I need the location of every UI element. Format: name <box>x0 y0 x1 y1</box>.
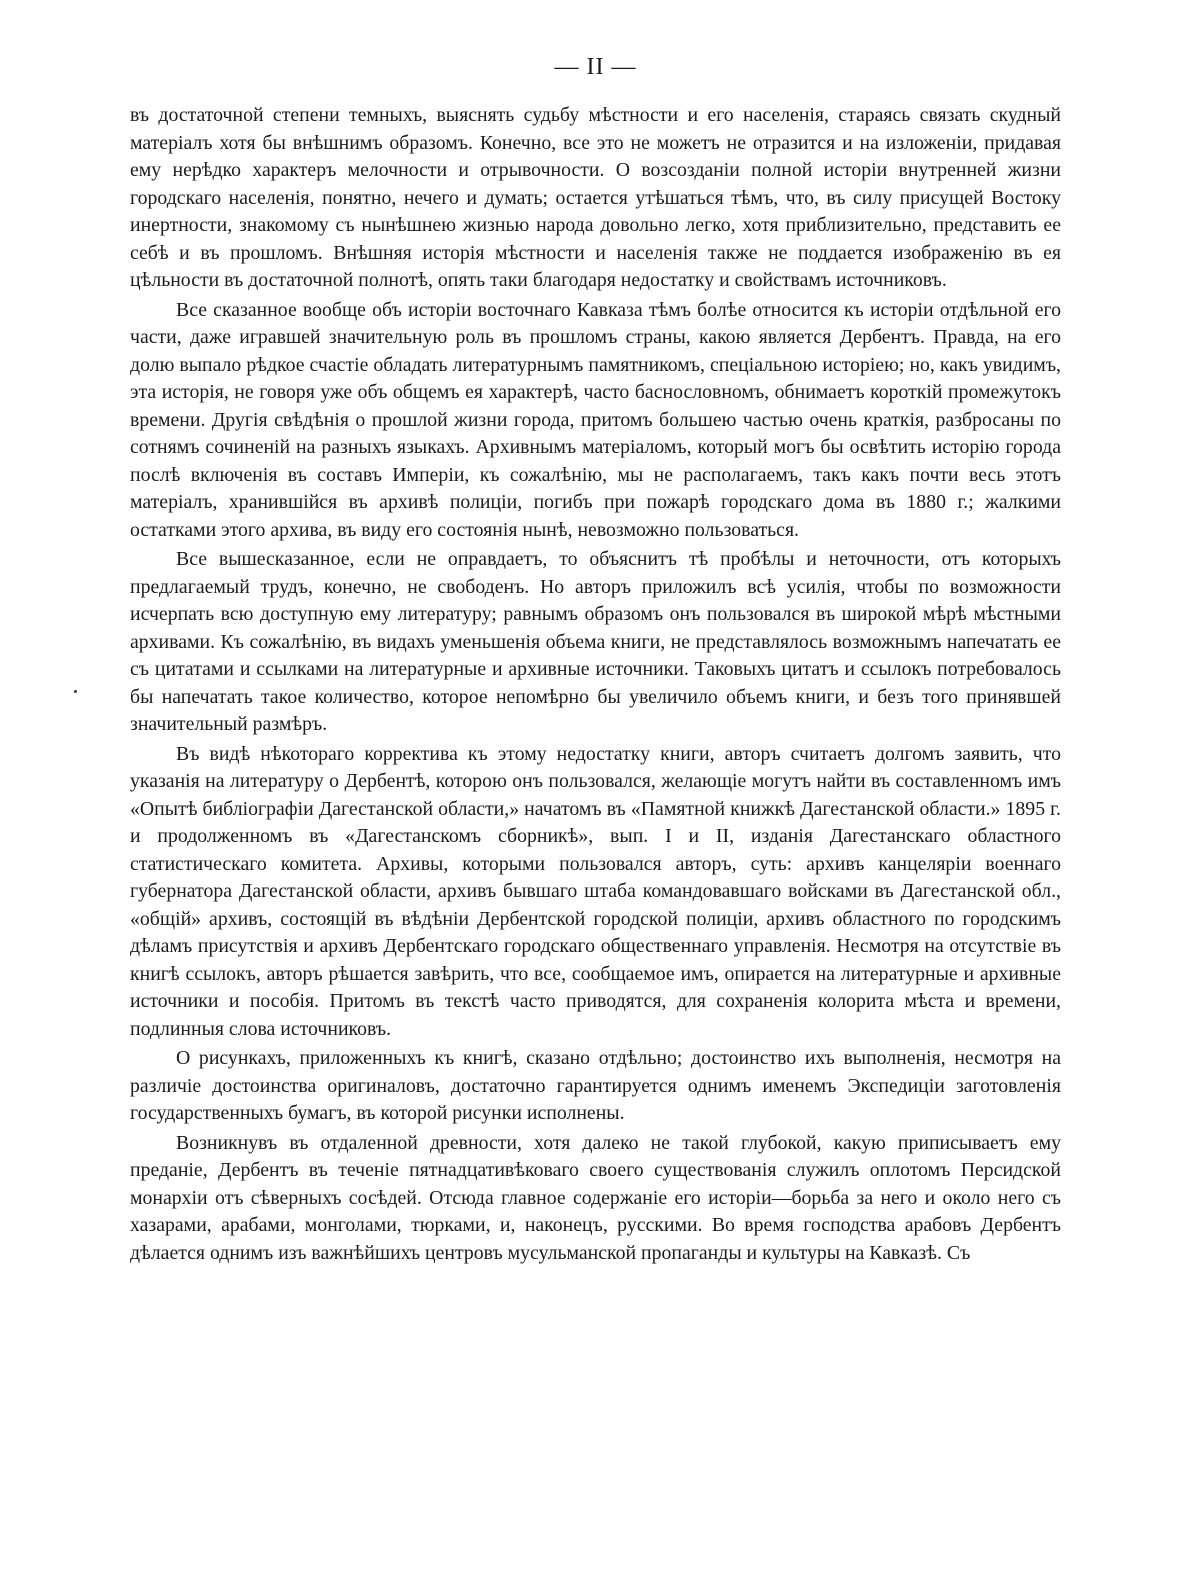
paragraph-4: Въ видѣ нѣкотораго корректива къ этому недостатку книги, авторъ считаетъ долгомъ заявить, что указанія на литературу о Дербентѣ, которою онъ пользовался, желающіе могутъ найти въ составленномъ имъ «Опытѣ библіографіи Дагестанской области,» начатомъ въ «Памятной книжкѣ Дагестанской области.» 1895 г. и продолженномъ въ «Дагестанскомъ сборникѣ», вып. I и II, изданія Дагестанскаго областного статистическаго комитета. Архивы, которыми пользовался авторъ, суть: архивъ канцеляріи военнаго губернатора Дагестанской области, архивъ бывшаго штаба командовавшаго войсками въ Дагестанской обл., «общій» архивъ, состоящій въ вѣдѣніи Дербентской городской полиціи, архивъ областного по городскимъ дѣламъ присутствія и архивъ Дербентскаго городскаго общественнаго управленія. Несмотря на отсутствіе въ книгѣ ссылокъ, авторъ рѣшается завѣрить, что все, сообщаемое имъ, опирается на литературные и архивные источники и пособія. Притомъ въ текстѣ часто приводятся, для сохраненія колорита мѣста и времени, подлинныя слова источниковъ. <box>130 742 1061 1040</box>
paragraph-5: О рисункахъ, приложенныхъ къ книгѣ, сказано отдѣльно; достоинство ихъ выполненія, несмотря на различіе достоинства оригиналовъ, достаточно гарантируется однимъ именемъ Экспедиціи заготовленія государственныхъ бумагъ, въ которой рисунки исполнены. <box>130 1047 1061 1124</box>
margin-dot-mark <box>74 690 77 693</box>
paragraph-2: Все сказанное вообще объ исторіи восточнаго Кавказа тѣмъ болѣе относится къ исторіи отдѣльной его части, даже игравшей значительную роль въ прошломъ страны, какою является Дербентъ. Правда, на его долю выпало рѣдкое счастіе обладать литературнымъ памятникомъ, спеціальною исторіею; но, какъ увидимъ, эта исторія, не говоря уже объ общемъ ея характерѣ, часто баснословномъ, обнимаетъ короткій промежутокъ времени. Другія свѣдѣнія о прошлой жизни города, притомъ большею частью очень краткія, разбросаны по сотнямъ сочиненій на разныхъ языкахъ. Архивнымъ матеріаломъ, который могъ бы освѣтить исторію города послѣ включенія въ составъ Имперіи, къ сожалѣнію, мы не располагаемъ, такъ какъ почти весь этотъ матеріалъ, хранившійся въ архивѣ полиціи, погибъ при пожарѣ городскаго дома въ 1880 г.; жалкими остатками этого архива, въ виду его состоянія нынѣ, невозможно пользоваться. <box>130 298 1061 541</box>
paragraph-3: Все вышесказанное, если не оправдаетъ, то объяснитъ тѣ пробѣлы и неточности, отъ которыхъ предлагаемый трудъ, конечно, не свободенъ. Но авторъ приложилъ всѣ усилія, чтобы по возможности исчерпать всю доступную ему литературу; равнымъ образомъ онъ пользовался въ широкой мѣрѣ мѣстными архивами. Къ сожалѣнію, въ видахъ уменьшенія объема книги, не представлялось возможнымъ напечатать ее съ цитатами и ссылками на литературные и архивные источники. Таковыхъ цитатъ и ссылокъ потребовалось бы напечатать такое количество, которое непомѣрно бы увеличило объемъ книги, и безъ того принявшей значительный размѣръ. <box>130 548 1061 735</box>
paragraph-6: Возникнувъ въ отдаленной древности, хотя далеко не такой глубокой, какую приписываетъ ему преданіе, Дербентъ въ теченіе пятнадцативѣковаго своего существованія служилъ оплотомъ Персидской монархіи отъ сѣверныхъ сосѣдей. Отсюда главное содержаніе его исторіи—борьба за него и около него съ хазарами, арабами, монголами, тюрками, и, наконецъ, русскими. Во время господства арабовъ Дербентъ дѣлается однимъ изъ важнѣйшихъ центровъ мусульманской пропаганды и культуры на Кавказѣ. Съ <box>130 1131 1061 1264</box>
paragraph-1: въ достаточной степени темныхъ, выяснять судьбу мѣстности и его населенія, стараясь связать скудный матеріалъ хотя бы внѣшнимъ образомъ. Конечно, все это не можетъ не отразится и на изложеніи, придавая ему нерѣдко характеръ мелочности и отрывочности. О возсозданіи полной исторіи внутренней жизни городскаго населенія, понятно, нечего и думать; остается утѣшаться тѣмъ, что, въ силу присущей Востоку инертности, знакомому съ нынѣшнею жизнью народа довольно легко, хотя приблизительно, представить ее себѣ и въ прошломъ. Внѣшняя исторія мѣстности и населенія также не поддается изображенію въ ея цѣльности въ достаточной полнотѣ, опять таки благодаря недостатку и свойствамъ источниковъ. <box>130 104 1061 291</box>
page-number: — II — <box>554 54 637 80</box>
